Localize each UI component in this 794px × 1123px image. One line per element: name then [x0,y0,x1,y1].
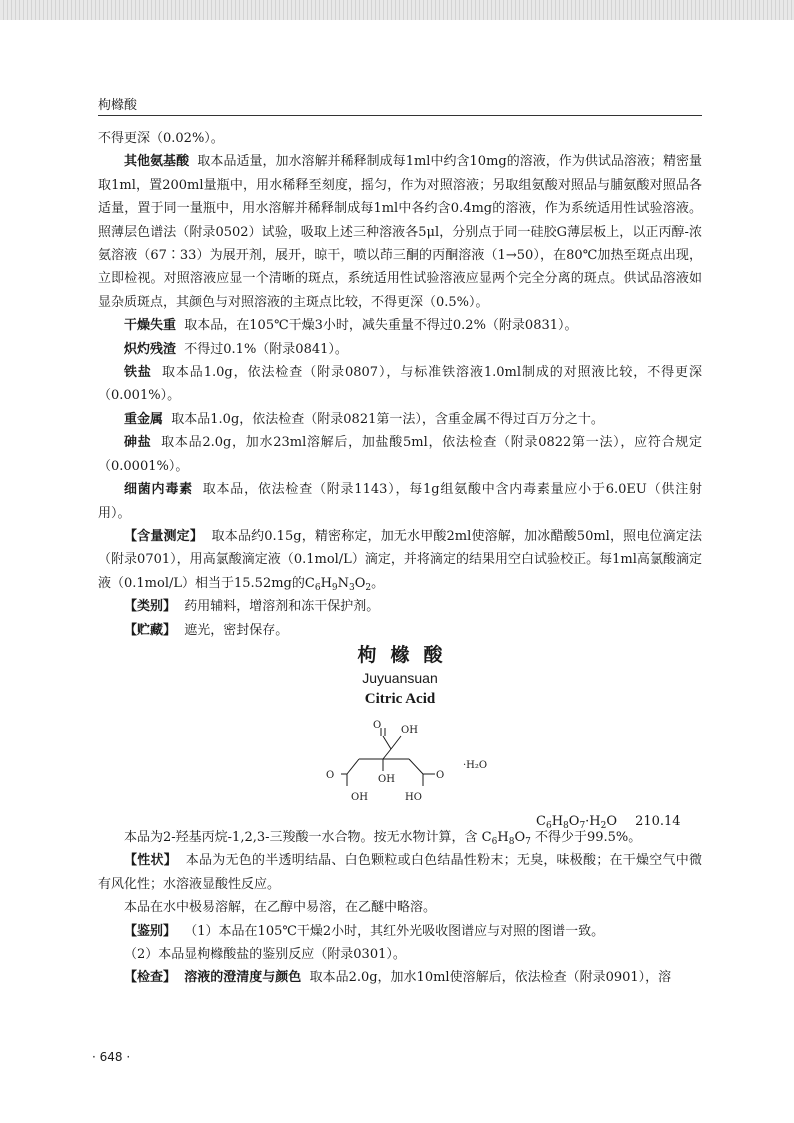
monograph-pinyin: Juyuansuan [362,669,438,686]
definition-paragraph: 本品为2-羟基丙烷-1,2,3-三羧酸一水合物。按无水物计算，含 $C_6H_8O_7$ 不得少于99.5%。 [124,829,642,847]
solubility-paragraph: 本品在水中极易溶解，在乙醇中易溶，在乙醚中略溶。 [124,900,437,916]
section-title: 砷盐 [124,435,152,451]
section-title: 重金属 [124,411,164,427]
assay-formula: $C_6H_9N_3O_2$。 [304,575,385,593]
residue-paragraph: 炽灼残渣 不得过0.1%（附录0841）。 [124,341,348,357]
section-title: 【鉴别】 [124,923,177,939]
other-amino-acids-paragraph: 其他氨基酸 取本品适量，加水溶解并稀释制成每1ml中约含10mg的溶液，作为供试品溶液；精密量取1ml，置200ml量瓶中，用水稀释至刻度，摇匀，作为对照溶液；另取组氨酸对照品与脯氨酸对照品各适量，置于同一量瓶中，用水溶解并稀释制成每1ml中各约含0.4mg的溶液，作为系统适用性试验溶液。照薄层色谱法（附录0502）试验，吸取上述三种溶液各5μl，分别点于同一硅胶G薄层板上，以正丙醇-浓氨溶液（67∶33）为展开剂，展开，晾干，喷以茚三酮的丙酮溶液（1→50），在80℃加热至斑点出现，立即检视。对照溶液应显一个清晰的斑点，系统适用性试验溶液应显两个完全分离的斑点。供试品溶液如显杂质斑点，其颜色与对照溶液的主斑点比较，不得更深（0.5%）。 [98,154,702,310]
section-title: 炽灼残渣 [124,341,177,357]
properties-paragraph: 【性状】 本品为无色的半透明结晶、白色颗粒或白色结晶性粉末；无臭，味极酸；在干燥空气中微有风化性；水溶液显酸性反应。 [98,853,702,892]
section-title: 【检查】 [124,970,177,986]
section-title: 细菌内毒素 [124,482,193,498]
structure-label-oh-mid: OH [378,773,395,785]
structure-label-oh-bottom-left: OH [351,791,368,802]
citric-acid-structure [323,716,493,802]
storage-paragraph: 【贮藏】 遮光，密封保存。 [124,622,289,638]
section-title: 【含量测定】 [124,528,203,544]
subsection-title: 溶液的澄清度与颜色 [184,970,302,986]
structure-label-o-right: O [436,769,445,781]
molecular-formula: $C_6H_8O_7\cdot H_2O$ [536,813,618,831]
arsenic-paragraph: 砷盐 取本品2.0g，加水23ml溶解后，加盐酸5ml，依法检查（附录0822第一法），应符合规定（0.0001%）。 [98,435,703,474]
intro-formula: $C_6H_8O_7$ [481,829,531,847]
endotoxin-paragraph: 细菌内毒素 取本品，依法检查（附录1143），每1g组氨酸中含内毒素量应小于6.0EU（供注射用）。 [98,482,702,521]
monograph-english-title: Citric Acid [364,690,436,707]
monograph-title: 枸橼酸 [357,643,457,666]
assay-paragraph: 【含量测定】 取本品约0.15g，精密称定，加无水甲酸2ml使溶解，加冰醋酸50ml，照电位滴定法（附录0701），用高氯酸滴定液（0.1mol/L）滴定，并将滴定的结果用空白试验校正。每1ml高氯酸滴定液（0.1mol/L）相当于15.52mg的$C_6H_9N_3O_2$。 [98,528,702,593]
page-body [98,127,702,990]
header-rule [98,115,702,116]
structure-label-hydrate: ·H₂O [463,759,488,771]
paragraph: 不得更深（0.02%）。 [98,131,224,146]
structure-label-oh-top: OH [401,724,418,736]
identification-paragraph: 【鉴别】 （1）本品在105℃干燥2小时，其红外光吸收图谱应与对照的图谱一致。 [124,923,605,939]
section-title: 【性状】 [124,853,177,869]
page-number: · 648 · [92,1050,131,1064]
section-title: 【类别】 [124,599,177,615]
iron-paragraph: 铁盐 取本品1.0g，依法检查（附录0807），与标准铁溶液1.0ml制成的对照液比较，不得更深（0.001%）。 [98,365,702,404]
section-title: 其他氨基酸 [124,154,190,170]
structure-label-o-top: O [373,719,382,731]
section-title: 干燥失重 [124,318,177,334]
category-paragraph: 【类别】 药用辅料，增溶剂和冻干保护剂。 [124,599,380,615]
loss-on-drying-paragraph: 干燥失重 取本品，在105℃干燥3小时，减失重量不得过0.2%（附录0831）。 [124,318,578,334]
identification-paragraph-2: （2）本品显枸橼酸盐的鉴别反应（附录0301）。 [124,946,406,962]
molecular-formula-line [536,810,681,833]
running-head: 枸橼酸 [98,98,138,113]
molecular-weight: 210.14 [635,813,681,829]
structure-label-ho-bottom-right: HO [405,791,422,802]
structure-label-o-left: O [326,769,335,781]
heavy-metals-paragraph: 重金属 取本品1.0g，依法检查（附录0821第一法），含重金属不得过百万分之十。 [124,411,604,427]
tests-paragraph: 【检查】 溶液的澄清度与颜色 取本品2.0g，加水10ml使溶解后，依法检查（附录0901），溶 [124,970,672,986]
structure-block [98,716,702,831]
scan-header-strip [0,0,794,20]
section-title: 【贮藏】 [124,622,177,638]
section-title: 铁盐 [124,365,152,381]
